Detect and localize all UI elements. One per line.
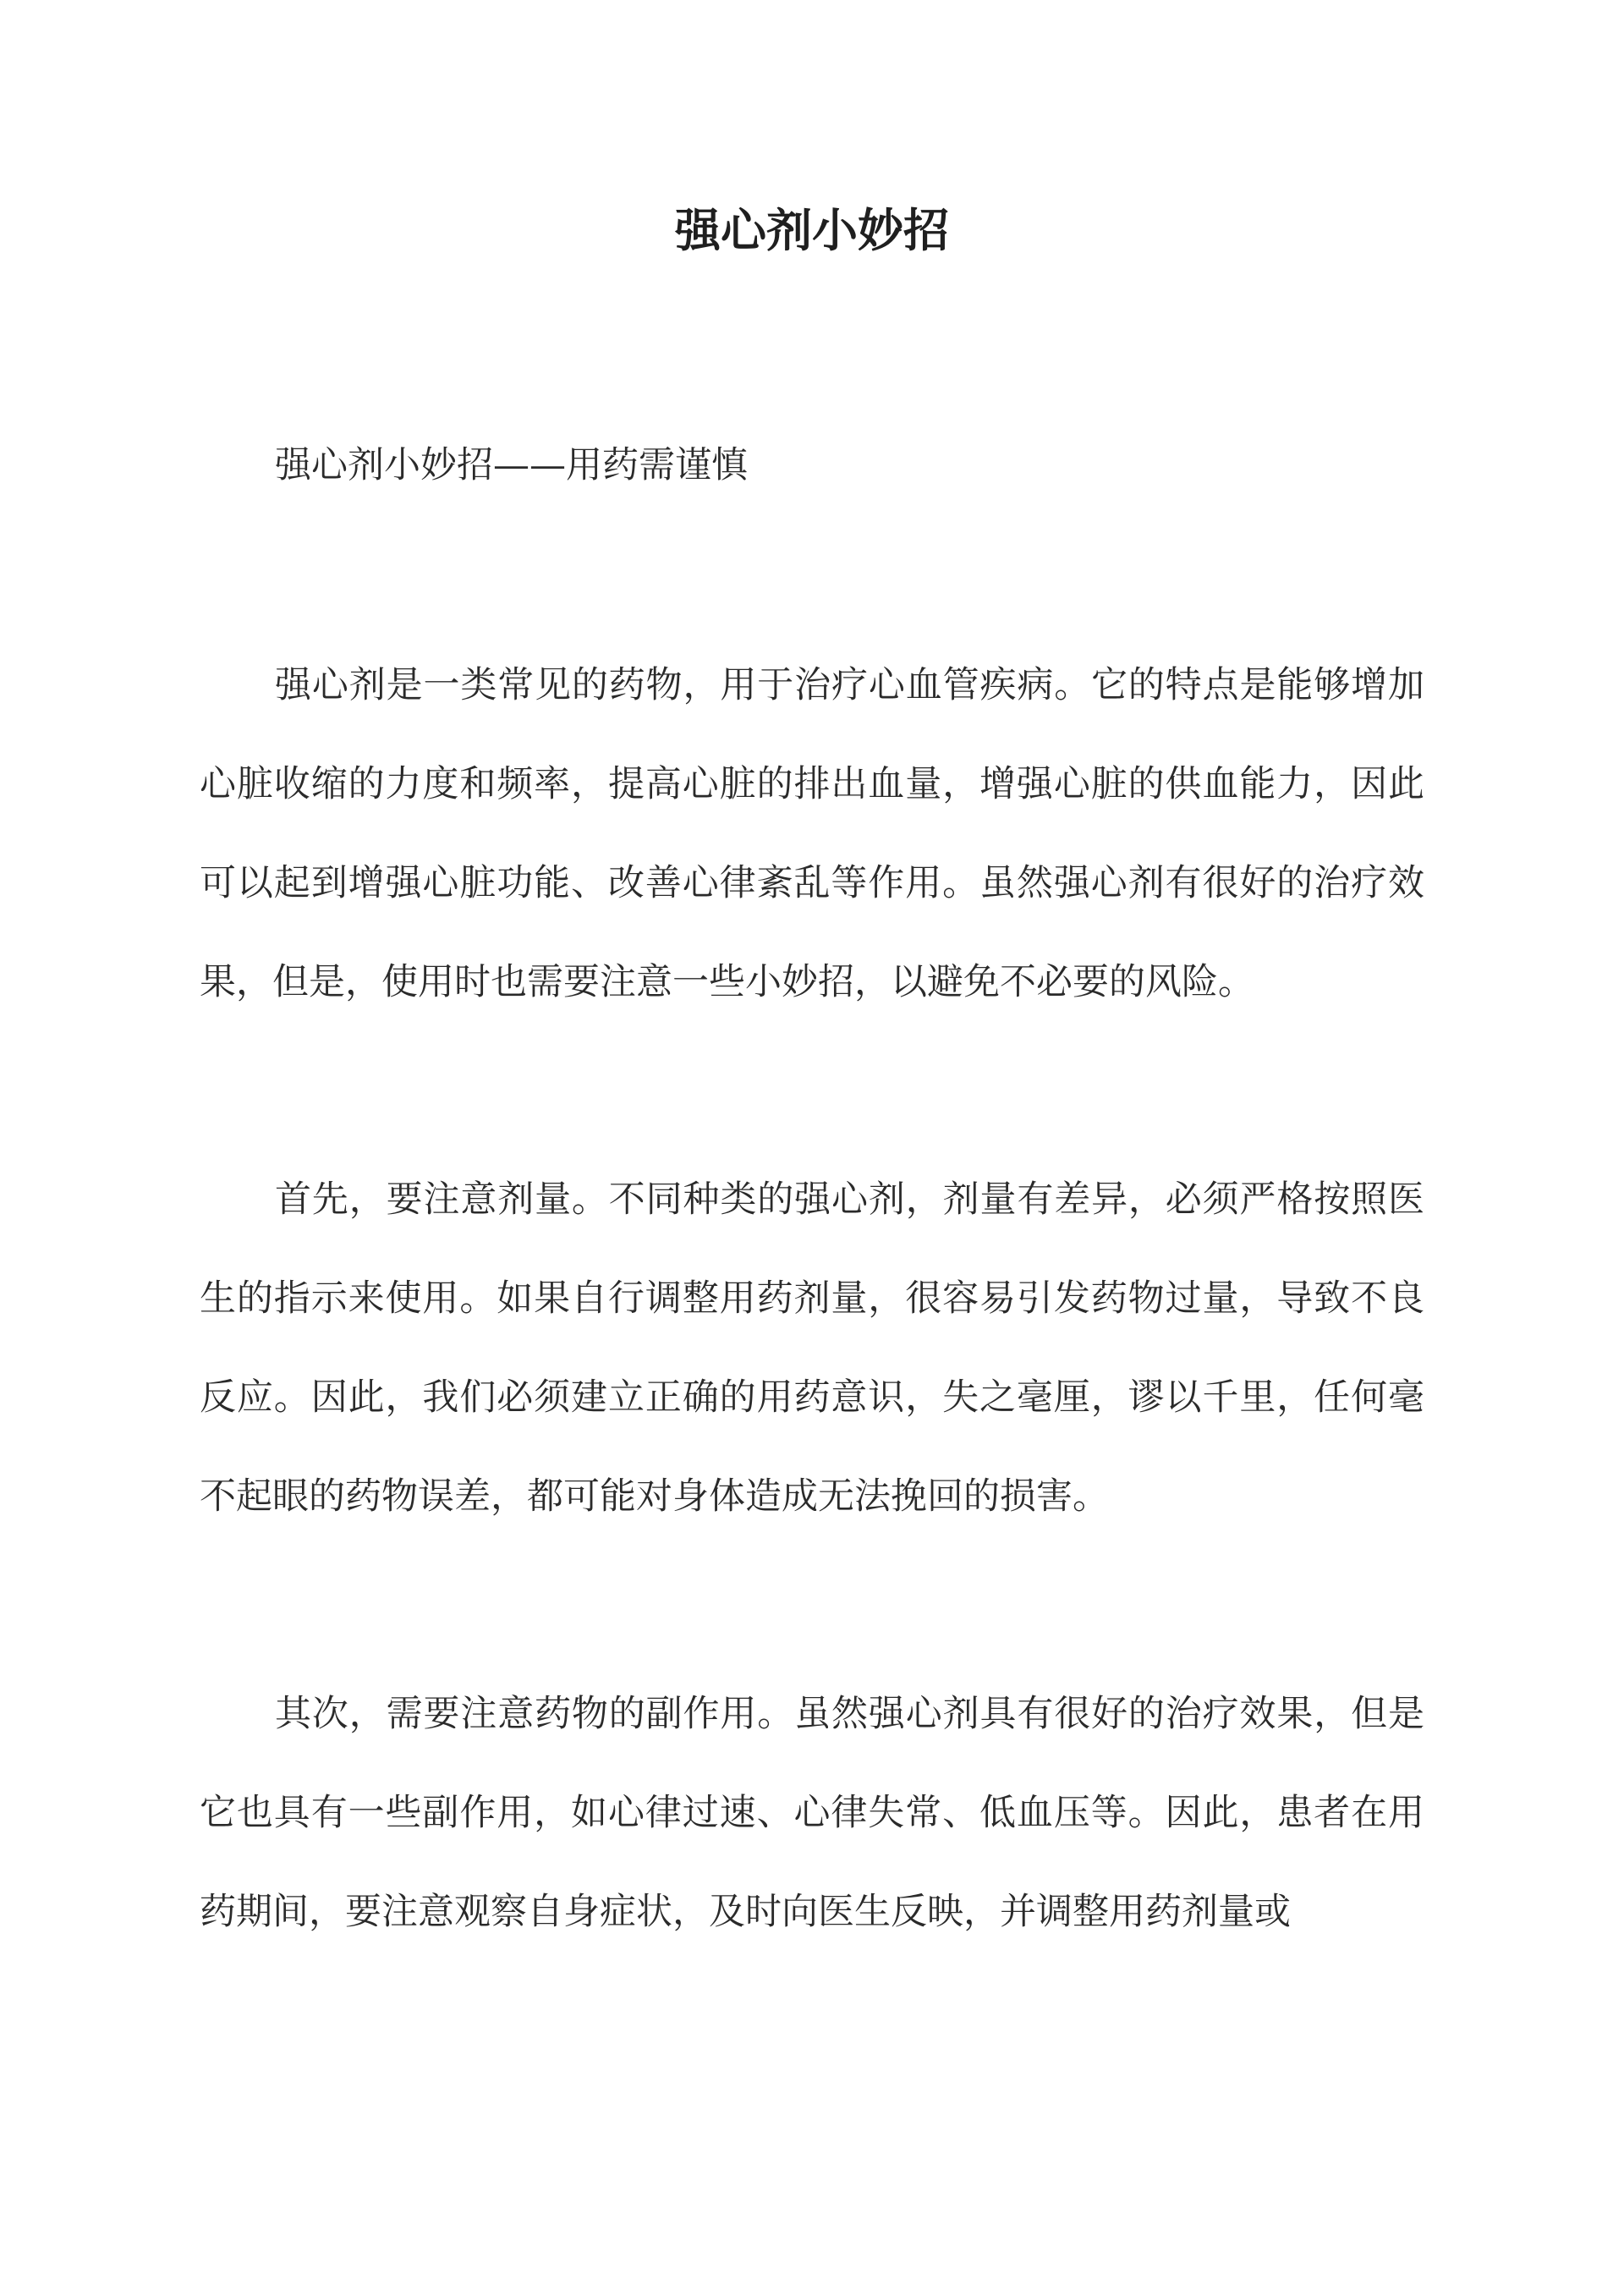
paragraph-intro: 强心剂是一类常见的药物，用于治疗心血管疾病。它的特点是能够增加心脏收缩的力度和频率，提高心脏的排出血量，增强心脏的供血能力，因此可以起到增强心脏功能、改善心律紊乱等作用。虽然强心剂有很好的治疗效果，但是，使用时也需要注意一些小妙招，以避免不必要的风险。 [200, 664, 1424, 1003]
paragraph-side-effects: 其次，需要注意药物的副作用。虽然强心剂具有很好的治疗效果，但是它也具有一些副作用，如心律过速、心律失常、低血压等。因此，患者在用药期间，要注意观察自身症状，及时向医生反映，并调整用药剂量或 [200, 1693, 1424, 1933]
document-title: 强心剂小妙招 [675, 203, 949, 257]
paragraph-dosage: 首先，要注意剂量。不同种类的强心剂，剂量有差异，必须严格按照医生的指示来使用。如果自行调整用药剂量，很容易引发药物过量，导致不良反应。因此，我们必须建立正确的用药意识，失之毫厘，谬以千里，任何毫不起眼的药物误差，都可能对身体造成无法挽回的损害。 [200, 1178, 1424, 1518]
document-subtitle: 强心剂小妙招——用药需谨慎 [275, 444, 748, 486]
